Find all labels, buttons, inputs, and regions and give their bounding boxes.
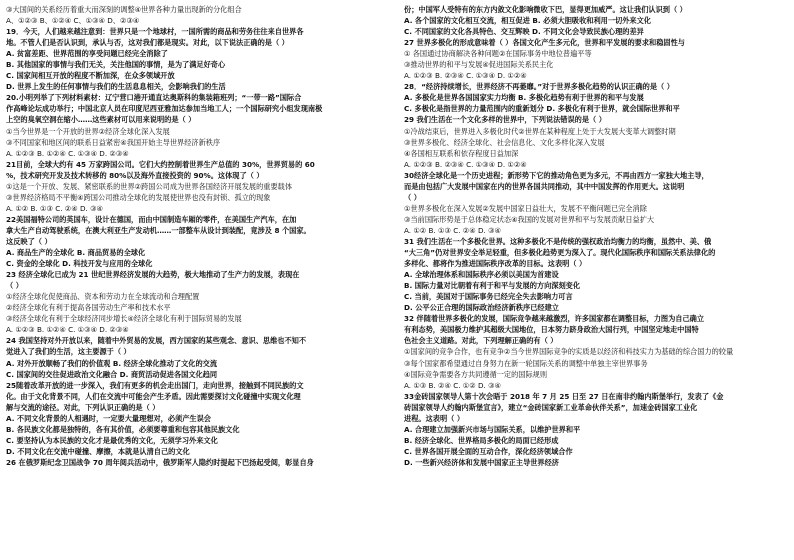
text-line: A. 全球治理体系和国际秩序必须以美国为首建设	[404, 270, 559, 280]
text-line: 份；中国军人受特有的东方内敛文化影响微收下巴，显得更加威严。这让我们认识到（ ）	[404, 5, 687, 14]
text-line: A. 对外开放顺畅了我们的价值观 B. 经济全球化推动了文化的交流	[6, 358, 218, 368]
text-line: ③经济全球化有利于全球经济同步增长④经济全球化有利于国际贸易的发展	[6, 314, 242, 324]
text-line: A. ①②③ B. ②③④ C. ①③④ D. ①②④	[404, 71, 527, 81]
text-line: 25随着改革开放的进一步深入，我们有更多的机会走出国门，走向世界，接触到不同民族的文	[6, 380, 304, 390]
text-line: 24 我国坚持对外开放以来，随着中外贸易的发展，西方国家的某些观念、意识、思维也不知不	[6, 336, 307, 346]
text-line: 27 世界多极化的形成意味着（ ）各国文化产生多元化，世界和平发展的要求和稳固性与	[404, 38, 685, 48]
text-line: 色社会主义道路。对此，下列理解正确的有（ ）	[404, 336, 558, 346]
text-line: 解与交流的途径。对此，下列认识正确的是（ ）	[6, 402, 160, 412]
left-column	[6, 4, 389, 468]
text-line: A. ①② B. ①③ C. ②④ D. ③④	[6, 203, 103, 213]
text-line: D. 不同文化在交流中碰撞、摩擦，本就是认清自己的文化	[6, 446, 190, 456]
text-line: B. 其他国家的事情与我们无关，关注他国的事情，是为了满足好奇心	[6, 60, 226, 70]
text-line: ①当今世界是一个开放的世界②经济全球化深入发展	[6, 126, 170, 136]
text-line: ④各国相互联系和依存程度日益加深	[404, 148, 519, 158]
text-line: ③推动世界的和平与发展④促进国际关系民主化	[404, 60, 554, 70]
text-line: C. 国家间的交往促进政治文化融合 D. 商贸活动促进各国文化趋同	[6, 369, 218, 379]
text-line: 20.小明列举了下列材料素材：辽宁营口港开通直达奥斯科的集装箱班列；“一带一路”国际合	[6, 93, 302, 103]
text-line: 这反映了（ ）	[6, 236, 52, 246]
text-line: 26 在俄罗斯纪念卫国战争 70 周年阅兵活动中，俄罗斯军人隐约时提起下巴扬起受阅，彰显自身	[6, 457, 314, 467]
right-column	[404, 4, 787, 468]
text-line: “大三角”仍对世界安全举足轻重，但多极化趋势更为深入了。现代化国际秩序和国际关系法律化的	[404, 248, 716, 258]
text-line: ①经济全球化促使商品、资本和劳动力在全球流动和合理配置	[6, 292, 200, 302]
text-line: 31 我们生活在一个多极化世界。这种多极化不是传统的强权政治均衡力的均衡，虽然中、美、俄	[404, 236, 712, 246]
text-line: ③世界多极化、经济全球化、社会信息化、文化多样化深入发展	[404, 137, 605, 147]
text-line: 22美国福特公司的英国车，设计在德国，而由中国制造车厢的零件，在美国生产汽车，在加	[6, 214, 297, 224]
text-line: B. 经济全球化、世界格局多极化的局面已经形成	[404, 435, 559, 445]
text-line: C. 资金的全球化 D. 科技开发与应用的全球化	[6, 259, 153, 269]
text-line: 28．“经济持续增长，世界经济不再萎靡。”对于世界多极化趋势的认识正确的是（ ）	[404, 82, 674, 92]
text-line: 多样化、都将作为推进国际秩序改革的目标。这表明（ ）	[404, 259, 587, 269]
text-line: ③不同国家和地区间的联系日益紧密④我国开始主导世界经济新秩序	[6, 137, 221, 147]
text-line: 地。不管人们是否认识到，承认与否，这对我们都是现实。对此，以下说法正确的是（ ）	[6, 38, 289, 48]
text-line: D. 一些新兴经济体和发展中国家正主导世界经济	[404, 457, 559, 467]
text-line: C. 多极化是指世界的力量范围内的重新划分 D. 多极化有利于世界，就会国际世界和平	[404, 104, 680, 114]
text-line: B. 各民族文化都是独特的，各有其价值，必须要尊重和包容其他民族文化	[6, 424, 240, 434]
text-line: 21目前，全球大约有 45 万家跨国公司。它们大约控制着世界生产总值的 30%，世界贸易的 60	[6, 159, 315, 169]
text-line: A. 各个国家的文化相互交流，相互促进 B. 必须大胆吸收和利用一切外来文化	[404, 16, 651, 26]
text-line: A. 不同文化背景的人相遇时，一定要大量理想对，必须产生误会	[6, 413, 211, 423]
text-line: ③当前国际形势是于总体稳定状态④我国的发展对世界和平与发展贡献日益扩大	[404, 214, 655, 224]
text-line: 上空的臭氧空洞在缩小……这些素材可以用来说明的是（ ）	[6, 115, 196, 125]
text-line: 而是由包括广大发展中国家在内的世界各国共同推动，其中中国发挥的作用更大。这说明	[404, 181, 685, 191]
text-line: A. ①②③ B. ①②④ C. ①③④ D. ②③④	[6, 148, 129, 158]
text-line: A. 贫富差距、世界范围的享受问题已经完全消除了	[6, 49, 168, 59]
text-line: 29 我们生活在一个文化多样的世界中，下列说法错误的是（ ）	[404, 115, 606, 125]
text-line: 砖国家领导人约翰内斯堡宣言》，建立“金砖国家新工业革命伙伴关系”，加速金砖国家工业化	[404, 402, 698, 412]
text-line: C. 当前，美国对于国际事务已经完全失去影响力可言	[404, 292, 573, 302]
text-line: A. 多极化是世界各国国家实力均衡 B. 多极化趋势有利于世界的和平与发展	[404, 93, 644, 103]
text-line: A. ①③ B. ②④ C. ①② D. ③④	[404, 380, 501, 390]
text-line: B. 国际力量对比朝着有利于和平与发展的方向深刻变化	[404, 281, 581, 291]
text-line: （ ）	[404, 192, 421, 202]
text-line: ④国际竞争需要各方共同遵循一定的国际规则	[404, 369, 548, 379]
text-line: %，技术研究开发及技术转移的 80%以及海外直接投资的 90%。这体现了（ ）	[6, 170, 264, 180]
text-line: 19．今天，人们越来越注意到：世界只是一个地球村，一国所需的商品和劳务往往来自世界各	[6, 27, 304, 37]
text-line: 有利态势，美国极力维护其超级大国地位，日本努力跻身政治大国行列，中国坚定地走中国特	[404, 325, 699, 335]
text-line: D. 公平公正合理的国际政治经济新秩序已经建立	[404, 303, 559, 313]
text-line: A. ①②③ B. ①②④ C. ①③④ D. ②③④	[6, 325, 129, 335]
text-line: ③大国间的关系经历着重大而深刻的调整④世界各种力量出现新的分化组合	[6, 5, 242, 14]
text-line: 进程。这表明（ ）	[404, 413, 465, 423]
text-line: 32 伴随着世界多极化的发展，国际竞争越来越激烈，许多国家都在调整目标，力图为自己确立	[404, 314, 705, 324]
text-line: 30经济全球化是一个历史进程；新形势下它的推动角色更为多元，不再由西方一家独大地主导，	[404, 170, 709, 180]
text-line: C. 国家间相互开放的程度不断加深，在众多领域开放	[6, 71, 175, 81]
text-line: C. 不同国家的文化各具特色、交互辉映 D. 不同文化会导致民族心理的差异	[404, 27, 644, 37]
text-line: 化。由于文化背景不同，人们在交流中可能会产生矛盾。因此需要探讨文化碰撞中实现文化理	[6, 391, 301, 401]
text-line: ①这是一个开放、发展、紧密联系的世界②跨国公司成为世界各国经济开展发展的重要载体	[6, 181, 293, 191]
text-line: 作高峰论坛成功举行；中国北京人员在印度尼西亚雅加达参加当地工人；一个国际研究小组发现南极	[6, 104, 323, 114]
text-line: ① 各国通过协商解决各种问题②在国际事务中地位普遍平等	[404, 49, 592, 59]
text-line: 33金砖国家领导人第十次会晤于 2018 年 7 月 25 日至 27 日在南非约翰内斯堡举行，发表了《金	[404, 391, 724, 401]
text-line: ③每个国家都希望通过自身努力在新一轮国际关系的调整中单独主宰世界事务	[404, 358, 648, 368]
text-line: 23 经济全球化已成为 21 世纪世界经济发展的大趋势，极大地推动了生产力的发展，表现在	[6, 270, 300, 280]
text-line: A. ①②③ B. ②③④ C. ①③④ D. ①②④	[404, 159, 527, 169]
text-line: ①世界多极化在深入发展②发展中国家日益壮大，发展不平衡问题已完全消除	[404, 203, 647, 213]
text-line: A. 合理建立加强新兴市场与国际关系，以维护世界和平	[404, 424, 581, 434]
text-line: （ ）	[6, 281, 23, 291]
text-line: A、①②③ B、①②④ C、①③④ D、②③④	[6, 16, 140, 26]
text-line: ①冷战结束后，世界进入多极化时代②世界在某种程度上处于大发展大变革大调整时期	[404, 126, 676, 136]
text-line: ③世界经济格局不平衡④跨国公司推动全球化的发展使世界也没有封锁、孤立的现象	[6, 192, 271, 202]
text-line: C. 要坚持认为本民族的文化才是最优秀的文化，无须学习外来文化	[6, 435, 218, 445]
text-line: ②经济全球化有利于提高各国劳动生产率和技术水平	[6, 303, 171, 313]
text-line: ①国家间的竞争合作，也有竞争②当今世界国际竞争的实质是以经济和科技实力为基础的综合国力的较量	[404, 347, 734, 357]
text-line: 拿大生产自动驾驶系统，在澳大利亚生产发动机……一部整车从设计到装配，竟涉及 8 个国家。	[6, 225, 311, 235]
text-line: D. 世界上发生的任何事情与我们的生活息息相关，会影响我们的生活	[6, 82, 226, 92]
text-line: C. 世界各国开展全面的互动合作，深化经济领域合作	[404, 446, 573, 456]
text-line: A. 商品生产的全球化 B. 商品贸易的全球化	[6, 248, 146, 258]
text-line: A. ①② B. ①③ C. ②④ D. ③④	[404, 225, 501, 235]
text-line: 觉进入了我们的生活，这主要源于（ ）	[6, 347, 131, 357]
